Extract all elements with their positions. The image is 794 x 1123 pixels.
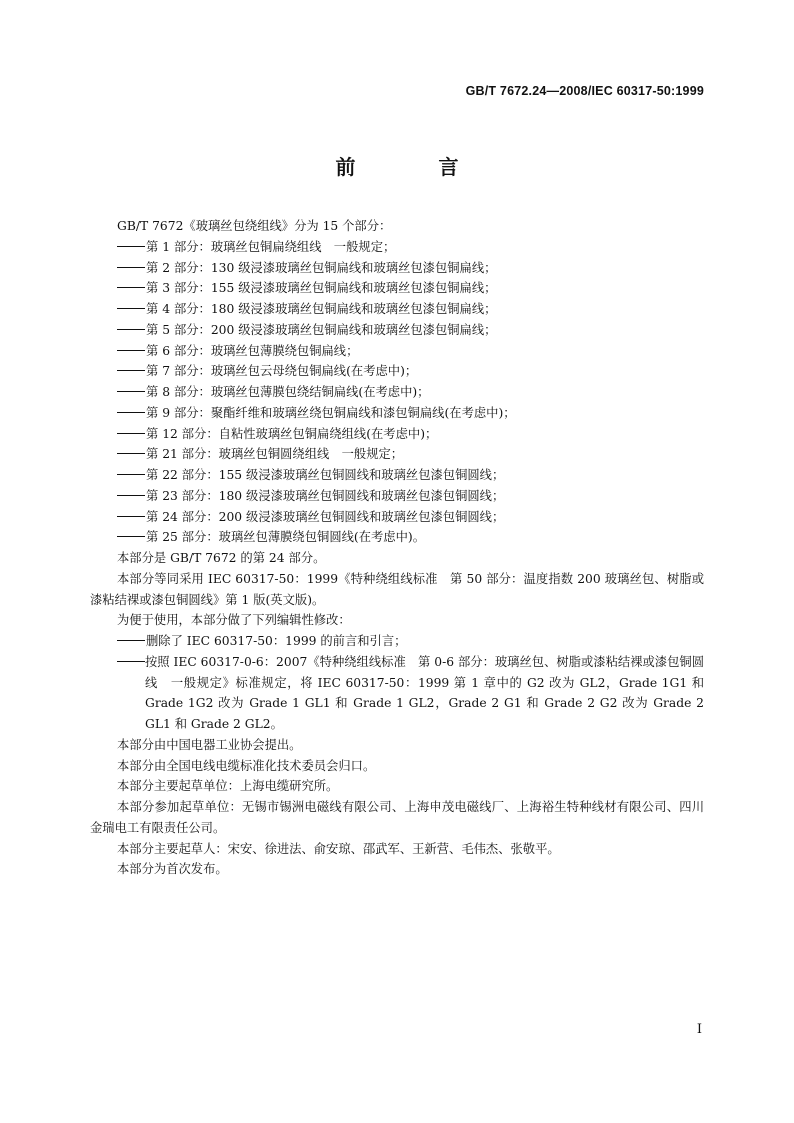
dash-mark (117, 640, 145, 641)
part-list-item: 第 8 部分：玻璃丝包薄膜包绕结铜扁线(在考虑中)； (90, 382, 704, 403)
dash-mark (117, 495, 145, 496)
intro-paragraph: GB/T 7672《玻璃丝包绕组线》分为 15 个部分： (117, 219, 392, 233)
editorial-change-item: 按照 IEC 60317-0-6：2007《特种绕组线标准 第 0-6 部分：玻璃丝包、树脂或漆粘结裸或漆包铜圆线 一般规定》标准规定，将 IEC 60317-50：1999 第 1 章中的 G2 改为 GL2，Grade 1G1 和 Grade 1G2 改为 Grade 1 GL1 和 Grade 1 GL2，Grade 2 G1 和 Grade 2 G2 改为 Grade 2 GL1 和 Grade 2 GL2。 (90, 652, 704, 735)
closing-paragraph: 本部分主要起草人：宋安、徐进法、俞安琼、邵武军、王新营、毛伟杰、张敬平。 (117, 841, 560, 856)
part-list-item: 第 21 部分：玻璃丝包铜圆绕组线 一般规定； (90, 444, 704, 465)
foreword-body (90, 216, 704, 880)
dash-mark (117, 308, 145, 309)
part-list-item: 第 1 部分：玻璃丝包铜扁绕组线 一般规定； (90, 237, 704, 258)
part-list-item: 第 6 部分：玻璃丝包薄膜绕包铜扁线； (90, 341, 704, 362)
dash-mark (117, 433, 145, 434)
editorial-intro: 为便于使用，本部分做了下列编辑性修改： (117, 613, 351, 628)
closing-paragraph: 本部分由全国电线电缆标准化技术委员会归口。 (117, 758, 376, 773)
dash-mark (117, 474, 145, 475)
part-list-item: 第 12 部分：自粘性玻璃丝包铜扁绕组线(在考虑中)； (90, 424, 704, 445)
closing-paragraph: 本部分由中国电器工业协会提出。 (117, 737, 302, 752)
dash-mark (117, 370, 145, 371)
dash-mark (117, 287, 145, 288)
editorial-change-item: 删除了 IEC 60317-50：1999 的前言和引言； (90, 631, 704, 652)
part-list-item: 第 3 部分：155 级浸漆玻璃丝包铜扁线和玻璃丝包漆包铜扁线； (90, 278, 704, 299)
closing-paragraph: 本部分主要起草单位：上海电缆研究所。 (117, 779, 339, 794)
dash-mark (117, 350, 145, 351)
adoption-statement: 本部分等同采用 IEC 60317-50：1999《特种绕组线标准 第 50 部分：温度指数 200 玻璃丝包、树脂或漆粘结裸或漆包铜圆线》第 1 版(英文版)。 (90, 571, 704, 607)
dash-mark (117, 536, 145, 537)
closing-paragraph: 本部分参加起草单位：无锡市锡洲电磁线有限公司、上海申茂电磁线厂、上海裕生特种线材有限公司、四川金瑞电工有限责任公司。 (90, 800, 704, 835)
part-list-item: 第 7 部分：玻璃丝包云母绕包铜扁线(在考虑中)； (90, 361, 704, 382)
dash-mark (117, 661, 145, 662)
part-list-item: 第 23 部分：180 级浸漆玻璃丝包铜圆线和玻璃丝包漆包铜圆线； (90, 486, 704, 507)
dash-mark (117, 267, 145, 268)
part-statement: 本部分是 GB/T 7672 的第 24 部分。 (117, 551, 326, 565)
dash-mark (117, 329, 145, 330)
dash-mark (117, 516, 145, 517)
parts-list (90, 237, 704, 548)
part-list-item: 第 5 部分：200 级浸漆玻璃丝包铜扁线和玻璃丝包漆包铜扁线； (90, 320, 704, 341)
part-list-item: 第 25 部分：玻璃丝包薄膜绕包铜圆线(在考虑中)。 (90, 527, 704, 548)
part-list-item: 第 4 部分：180 级浸漆玻璃丝包铜扁线和玻璃丝包漆包铜扁线； (90, 299, 704, 320)
part-list-item: 第 9 部分：聚酯纤维和玻璃丝绕包铜扁线和漆包铜扁线(在考虑中)； (90, 403, 704, 424)
dash-mark (117, 453, 145, 454)
page-number: I (696, 1022, 702, 1037)
dash-mark (117, 391, 145, 392)
part-list-item: 第 2 部分：130 级浸漆玻璃丝包铜扁线和玻璃丝包漆包铜扁线； (90, 258, 704, 279)
page-title: 前 言 (335, 155, 497, 179)
dash-mark (117, 412, 145, 413)
closing-paragraph: 本部分为首次发布。 (117, 862, 228, 877)
part-list-item: 第 24 部分：200 级浸漆玻璃丝包铜圆线和玻璃丝包漆包铜圆线； (90, 507, 704, 528)
dash-mark (117, 246, 145, 247)
standard-number-header: GB/T 7672.24—2008/IEC 60317-50:1999 (465, 84, 704, 98)
part-list-item: 第 22 部分：155 级浸漆玻璃丝包铜圆线和玻璃丝包漆包铜圆线； (90, 465, 704, 486)
